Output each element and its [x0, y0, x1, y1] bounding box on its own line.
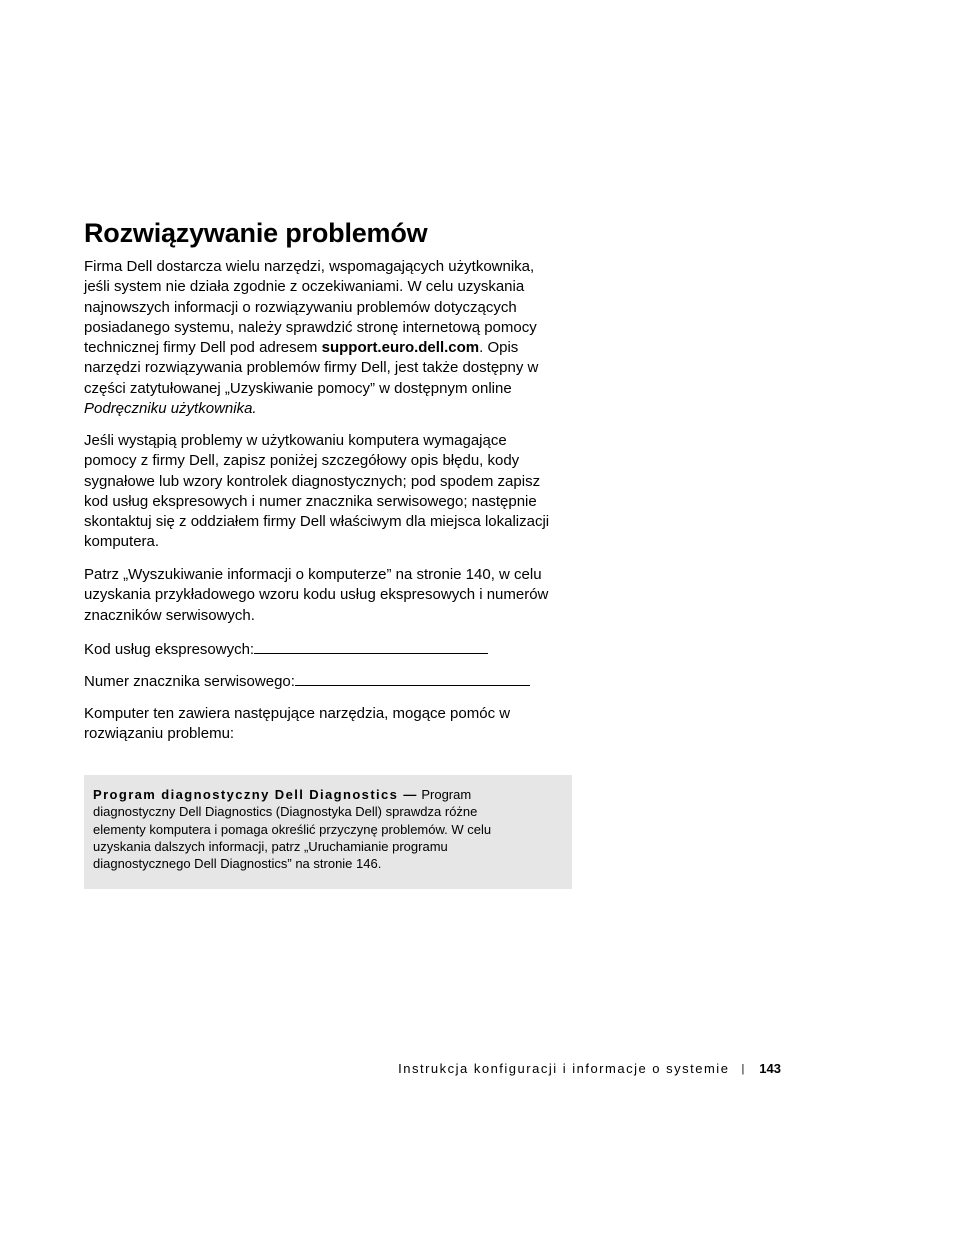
- tools-intro-paragraph: [84, 704, 584, 745]
- page-title: Rozwiązywanie problemów: [84, 218, 428, 248]
- text-line: znaczników serwisowych.: [84, 606, 255, 624]
- intro-paragraph: [84, 257, 584, 419]
- note-text: [93, 786, 560, 872]
- support-link[interactable]: support.euro.dell.com: [321, 339, 480, 357]
- dell-diagnostics-note: [84, 775, 572, 889]
- text-line: Komputer ten zawiera następujące narzędzia, mogące pomóc w: [84, 705, 511, 722]
- express-code-blank[interactable]: [254, 639, 488, 654]
- footer-title: Instrukcja konfiguracji i informacje o systemie: [398, 1061, 730, 1076]
- text-fragment: technicznej firmy Dell pod adresem: [84, 339, 322, 357]
- note-heading: Program diagnostyczny Dell Diagnostics —: [93, 787, 418, 802]
- text-line: skontaktuj się z oddziałem firmy Dell właściwym dla miejsca lokalizacji: [84, 513, 550, 531]
- page-number: 143: [759, 1061, 781, 1076]
- text-line: uzyskania dalszych informacji, patrz „Uruchamianie programu: [93, 838, 448, 854]
- text-line: komputera.: [84, 533, 160, 551]
- text-line: pomocy z firmy Dell, zapisz poniżej szczegółowy opis błędu, kody: [84, 452, 520, 470]
- text-line: narzędzi rozwiązywania problemów firmy Dell, jest także dostępny w: [84, 359, 539, 377]
- express-code-label: Kod usług ekspresowych:: [84, 641, 255, 658]
- footer-separator: |: [741, 1062, 745, 1075]
- text-line: uzyskania przykładowego wzoru kodu usług ekspresowych i numerów: [84, 586, 549, 604]
- text-line: rozwiązaniu problemu:: [84, 725, 235, 743]
- text-line: sygnałowe lub wzory kontrolek diagnostycznych; pod spodem zapisz: [84, 472, 541, 490]
- text-line: Patrz „Wyszukiwanie informacji o komputerze” na stronie 140, w celu: [84, 566, 542, 583]
- text-line: diagnostyczny Dell Diagnostics (Diagnostyka Dell) sprawdza różne: [93, 804, 478, 820]
- text-line: Firma Dell dostarcza wielu narzędzi, wspomagających użytkownika,: [84, 258, 535, 275]
- service-tag-label: Numer znacznika serwisowego:: [84, 673, 295, 690]
- text-line: części zatytułowanej „Uzyskiwanie pomocy” w dostępnym online: [84, 379, 512, 397]
- users-guide-title: Podręczniku użytkownika.: [84, 400, 257, 418]
- reference-paragraph: [84, 565, 584, 626]
- text-line: posiadanego systemu, należy sprawdzić stronę internetową pomocy: [84, 318, 537, 336]
- page-footer: [398, 1061, 781, 1076]
- text-line: elementy komputera i pomaga określić przyczynę problemów. W celu: [93, 821, 492, 837]
- contact-paragraph: [84, 431, 584, 553]
- express-code-field: [84, 639, 584, 660]
- text-fragment: . Opis: [479, 339, 519, 357]
- text-line: [93, 787, 471, 802]
- text-line: [84, 339, 518, 356]
- text-line: najnowszych informacji o rozwiązywaniu problemów dotyczących: [84, 298, 517, 316]
- text-line: diagnostycznego Dell Diagnostics” na stronie 146.: [93, 856, 382, 872]
- text-line: Jeśli wystąpią problemy w użytkowaniu komputera wymagające: [84, 432, 507, 449]
- text-line: kod usług ekspresowych i numer znacznika serwisowego; następnie: [84, 492, 537, 510]
- service-tag-blank[interactable]: [295, 671, 530, 686]
- text-line: jeśli system nie działa zgodnie z oczekiwaniami. W celu uzyskania: [84, 278, 525, 296]
- service-tag-field: [84, 671, 584, 692]
- text-fragment: Program: [417, 787, 472, 802]
